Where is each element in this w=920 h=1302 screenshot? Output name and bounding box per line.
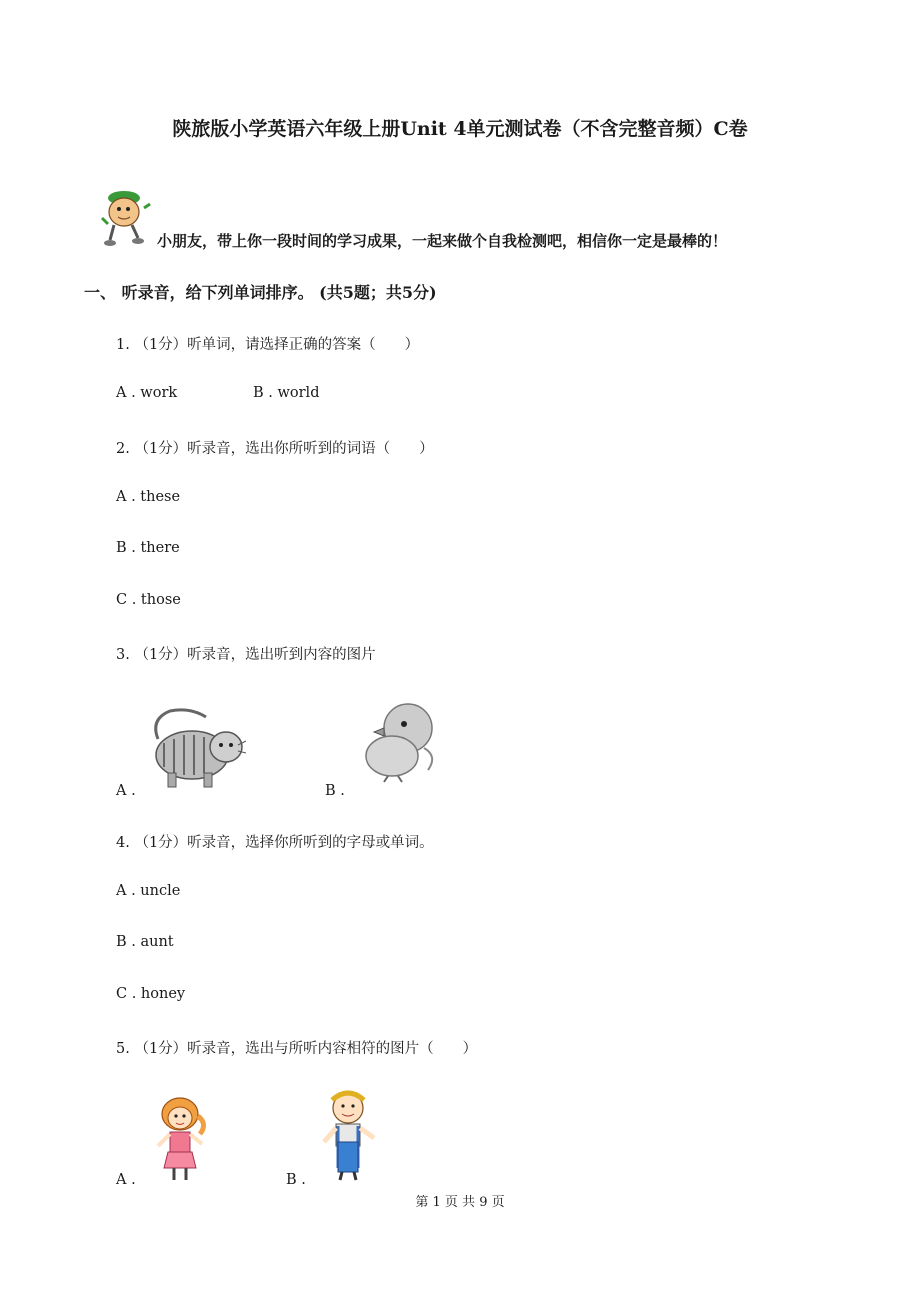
question-2-option-c[interactable]: C . those: [116, 592, 181, 608]
question-1-option-b[interactable]: B . world: [253, 385, 320, 401]
tiger-picture: [150, 705, 248, 793]
question-3-option-b[interactable]: B .: [325, 783, 345, 799]
question-4-option-b[interactable]: B . aunt: [116, 934, 174, 950]
question-5-option-b[interactable]: B .: [286, 1172, 306, 1188]
question-3-option-a[interactable]: A .: [116, 783, 136, 799]
question-2-option-b[interactable]: B . there: [116, 540, 180, 556]
chick-picture: [362, 700, 440, 784]
question-2-option-a[interactable]: A . these: [116, 489, 181, 505]
question-1-stem: 1. （1分）听单词，请选择正确的答案（ ）: [116, 337, 420, 353]
page-footer: 第 1 页 共 9 页: [415, 1195, 505, 1210]
section-heading: 一、 听录音，给下列单词排序。 (共5题；共5分): [84, 283, 437, 302]
mascot-illustration: [98, 188, 154, 250]
question-5-stem: 5. （1分）听录音，选出与所听内容相符的图片（ ）: [116, 1041, 478, 1057]
question-4-option-a[interactable]: A . uncle: [116, 883, 181, 899]
question-4-option-c[interactable]: C . honey: [116, 986, 186, 1002]
question-4-stem: 4. （1分）听录音，选择你所听到的字母或单词。: [116, 835, 434, 851]
girl-picture: [150, 1094, 214, 1184]
question-3-stem: 3. （1分）听录音，选出听到内容的图片: [116, 647, 376, 663]
question-1-option-a[interactable]: A . work: [116, 385, 178, 401]
encouragement-text: 小朋友，带上你一段时间的学习成果，一起来做个自我检测吧，相信你一定是最棒的！: [157, 232, 728, 250]
boy-picture: [318, 1086, 382, 1182]
question-5-option-a[interactable]: A .: [116, 1172, 136, 1188]
page-title: 陕旅版小学英语六年级上册Unit 4单元测试卷（不含完整音频）C卷: [172, 118, 748, 140]
question-2-stem: 2. （1分）听录音，选出你所听到的词语（ ）: [116, 441, 434, 457]
